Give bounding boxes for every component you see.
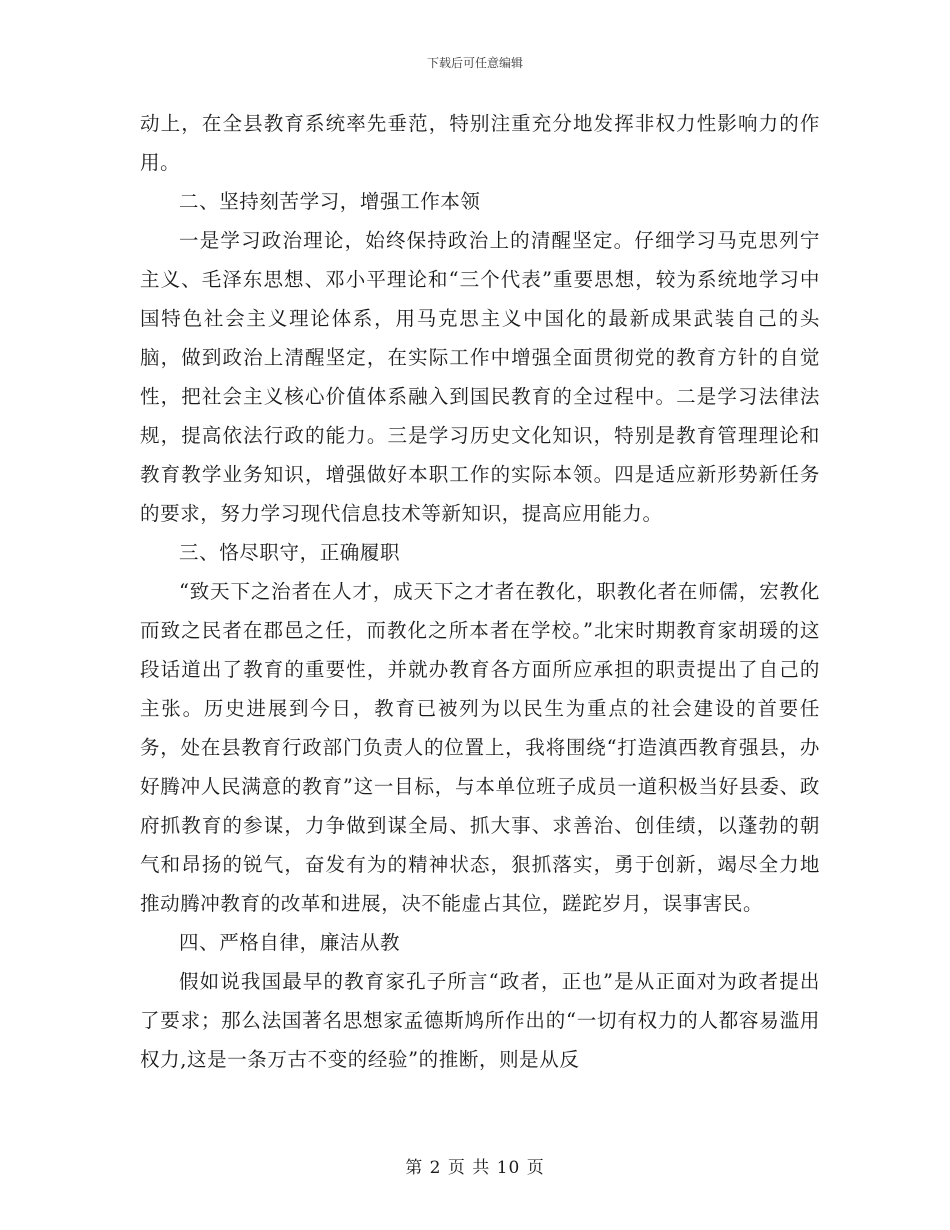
document-body bbox=[140, 104, 820, 1079]
paragraph-1: 动上，在全县教育系统率先垂范，特别注重充分地发挥非权力性影响力的作用。 bbox=[140, 112, 820, 174]
section-heading-4: 四、严格自律，廉洁从教 bbox=[179, 931, 401, 954]
paragraph-5: “致天下之治者在人才，成天下之才者在教化，职教化者在师儒，宏教化而致之民者在郡邑之任，而教化之所本者在学校。”北宋时期教育家胡瑗的这段话道出了教育的重要性，并就办教育各方面所应承担的职责提出了自己的主张。历史进展到今日，教育已被列为以民生为重点的社会建设的首要任务，处在县教育行政部门负责人的位置上，我将围绕“打造滇西教育强县，办好腾冲人民满意的教育”这一目标，与本单位班子成员一道积极当好县委、政府抓教育的参谋，力争做到谋全局、抓大事、求善治、创佳绩，以蓬勃的朝气和昂扬的锐气，奋发有为的精神状态，狠抓落实，勇于创新，竭尽全力地推动腾冲教育的改革和进展，决不能虚占其位，蹉跎岁月，误事害民。 bbox=[140, 580, 820, 915]
section-heading-3: 三、恪尽职守，正确履职 bbox=[179, 541, 401, 564]
section-heading-2: 二、坚持刻苦学习，增强工作本领 bbox=[179, 190, 481, 213]
page-footer: 第 2 页 共 10 页 bbox=[405, 1158, 545, 1178]
page-header: 下载后可任意编辑 bbox=[426, 56, 523, 70]
paragraph-3: 一是学习政治理论，始终保持政治上的清醒坚定。仔细学习马克思列宁主义、毛泽东思想、邓小平理论和“三个代表”重要思想，较为系统地学习中国特色社会主义理论体系，用马克思主义中国化的最新成果武装自己的头脑，做到政治上清醒坚定，在实际工作中增强全面贯彻党的教育方针的自觉性，把社会主义核心价值体系融入到国民教育的全过程中。二是学习法律法规，提高依法行政的能力。三是学习历史文化知识，特别是教育管理理论和教育教学业务知识，增强做好本职工作的实际本领。四是适应新形势新任务的要求，努力学习现代信息技术等新知识，提高应用能力。 bbox=[140, 229, 820, 525]
paragraph-7: 假如说我国最早的教育家孔子所言“政者，正也”是从正面对为政者提出了要求；那么法国著名思想家孟德斯鸠所作出的“一切有权力的人都容易滥用权力,这是一条万古不变的经验”的推断，则是从反 bbox=[140, 970, 820, 1071]
